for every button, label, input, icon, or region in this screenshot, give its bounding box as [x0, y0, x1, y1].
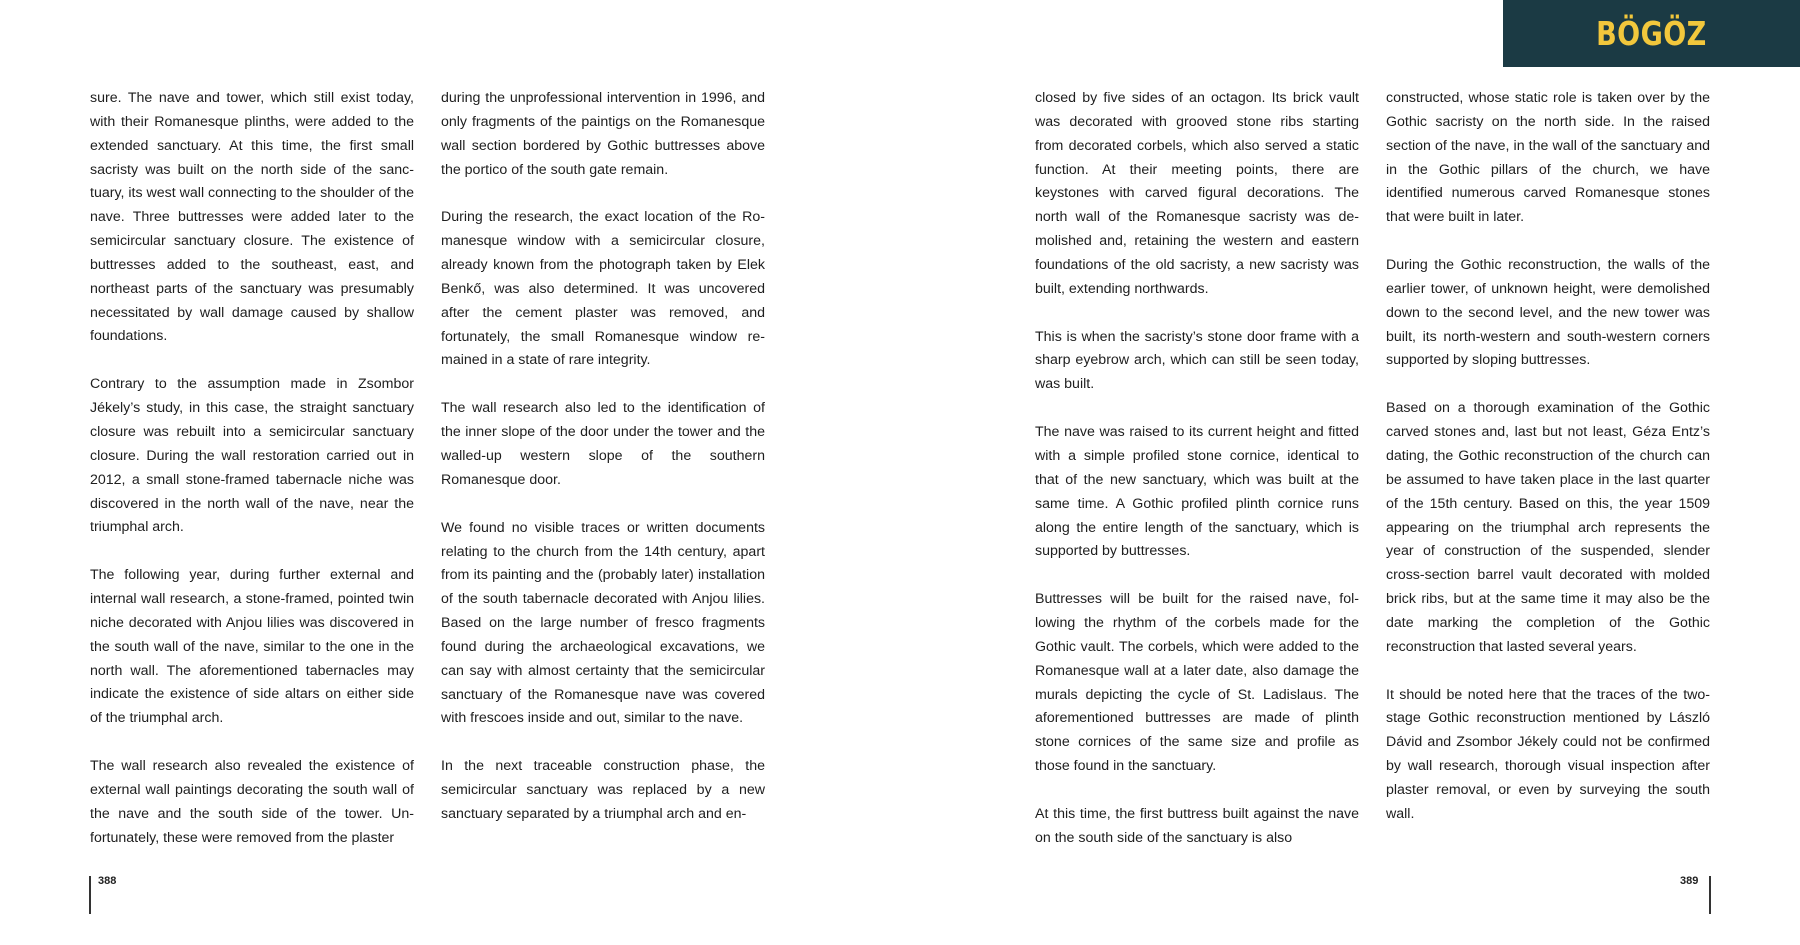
- folio-rule: [1709, 876, 1711, 914]
- right-page: [900, 0, 1800, 945]
- left-page-column-2: [441, 87, 765, 827]
- paragraph: The wall research also led to the identification of the inner slope of the door under the tower and the walled-up western slope of the southern Romanesque door.: [441, 400, 765, 488]
- paragraph: It should be noted here that the traces of the two-stage Gothic reconstruction mentioned by László Dávid and Zsombor Jékely could not be confirmed by wall research, thorough visual inspection after plaster removal, or even by surveying the south wall.: [1386, 686, 1710, 822]
- page-number: 389: [1680, 875, 1699, 887]
- paragraph: The following year, during further external and internal wall research, a stone-framed, pointed twin niche decorated with Anjou lilies was discovered in the south wall of the nave, similar to the one in the north wall. The aforementioned tabernacles may indicate the existence of side altars on either side of the triumphal arch.: [90, 567, 414, 727]
- right-page-column-2: [1386, 87, 1710, 827]
- paragraph: Contrary to the assumption made in Zsombor Jékely’s study, in this case, the straight sanctuary closure was rebuilt into a semicircular sanctuary closure. During the wall restoration carried out in 2012, a small stone-framed tabernacle niche was discovered in the north wall of the nave, near the triumphal arch.: [90, 376, 414, 536]
- paragraph: The nave was raised to its current height and fitted with a simple profiled stone cornice, identical to that of the new sanctuary, which was built at the same time. A Gothic profiled plinth cornice runs along the entire length of the sanctuary, which is supported by buttresses.: [1035, 424, 1359, 560]
- page-number: 388: [98, 875, 117, 887]
- paragraph: During the Gothic reconstruction, the walls of the earlier tower, of unknown height, were demolished down to the second level, and the new tower was built, its north-western and south-western corners supported by sloping buttresses.: [1386, 257, 1710, 369]
- paragraph: In the next traceable construction phase, the semicircular sanctuary was replaced by a new sanctuary separated by a triumphal arch and en-: [441, 758, 765, 822]
- chapter-title: BÖGÖZ: [1596, 14, 1707, 53]
- right-page-column-1: [1035, 87, 1359, 851]
- paragraph: constructed, whose static role is taken over by the Gothic sacristy on the north side. In the raised section of the nave, in the wall of the sanctuary and in the Gothic pillars of the church, we have identified numerous carved Romanesque stones that were built in later.: [1386, 90, 1710, 226]
- paragraph: During the research, the exact location of the Romanesque window with a semicircular closure, already known from the photograph taken by Elek Benkő, was also determined. It was uncovered after the cement plaster was removed, and fortunately, the small Romanesque window remained in a state of rare integrity.: [441, 209, 765, 369]
- left-page-column-1: [90, 87, 414, 850]
- paragraph: The wall research also revealed the existence of external wall paintings decorating the south wall of the nave and the south side of the tower. Unfortunately, these were removed from the plaster: [90, 758, 414, 846]
- paragraph: We found no visible traces or written documents relating to the church from the 14th century, apart from its painting and the (probably later) installation of the south tabernacle decorated with Anjou lilies. Based on the large number of fresco fragments found during the archaeological excavations, we can say with almost certainty that the semicircular sanctuary of the Romanesque nave was covered with frescoes inside and out, similar to the nave.: [441, 519, 765, 727]
- paragraph: Buttresses will be built for the raised nave, following the rhythm of the corbels made for the Gothic vault. The corbels, which were added to the Romanesque wall at a later date, also damage the murals depicting the cycle of St. Ladislaus. The aforementioned buttresses are made of plinth stone cornices of the same size and profile as those found in the sanctuary.: [1035, 591, 1359, 775]
- chapter-title-banner: [1503, 0, 1800, 67]
- paragraph: At this time, the first buttress built against the nave on the south side of the sanctuary is also: [1035, 805, 1359, 846]
- folio-rule: [89, 876, 91, 914]
- paragraph: closed by five sides of an octagon. Its brick vault was decorated with grooved stone ribs starting from decorated corbels, which also served a static function. At their meeting points, there are keystones with carved figural decorations. The north wall of the Romanesque sacristy was demolished and, retaining the western and eastern foundations of the old sacristy, a new sacristy was built, extending northwards.: [1035, 90, 1359, 297]
- paragraph: during the unprofessional intervention in 1996, and only fragments of the paintigs on the Romanesque wall section bordered by Gothic buttresses above the portico of the south gate remain.: [441, 90, 765, 178]
- paragraph: Based on a thorough examination of the Gothic carved stones and, last but not least, Géza Entz’s dating, the Gothic reconstruction of the church can be assumed to have taken place in the last quarter of the 15th century. Based on this, the year 1509 appearing on the triumphal arch represents the year of construction of the suspended, slender cross-section barrel vault decorated with molded brick ribs, but at the same time it may also be the date marking the completion of the Gothic reconstruction that lasted several years.: [1386, 400, 1710, 655]
- paragraph: sure. The nave and tower, which still exist today, with their Romanesque plinths, were added to the extended sanctuary. At this time, the first small sacristy was built on the north side of the sanctuary, its west wall connecting to the shoulder of the nave. Three buttresses were added later to the semicircular sanctuary closure. The existence of buttresses added to the southeast, east, and northeast parts of the sanctuary was presumably necessitated by wall damage caused by shallow foundations.: [90, 90, 414, 345]
- paragraph: This is when the sacristy’s stone door frame with a sharp eyebrow arch, which can still be seen today, was built.: [1035, 328, 1359, 393]
